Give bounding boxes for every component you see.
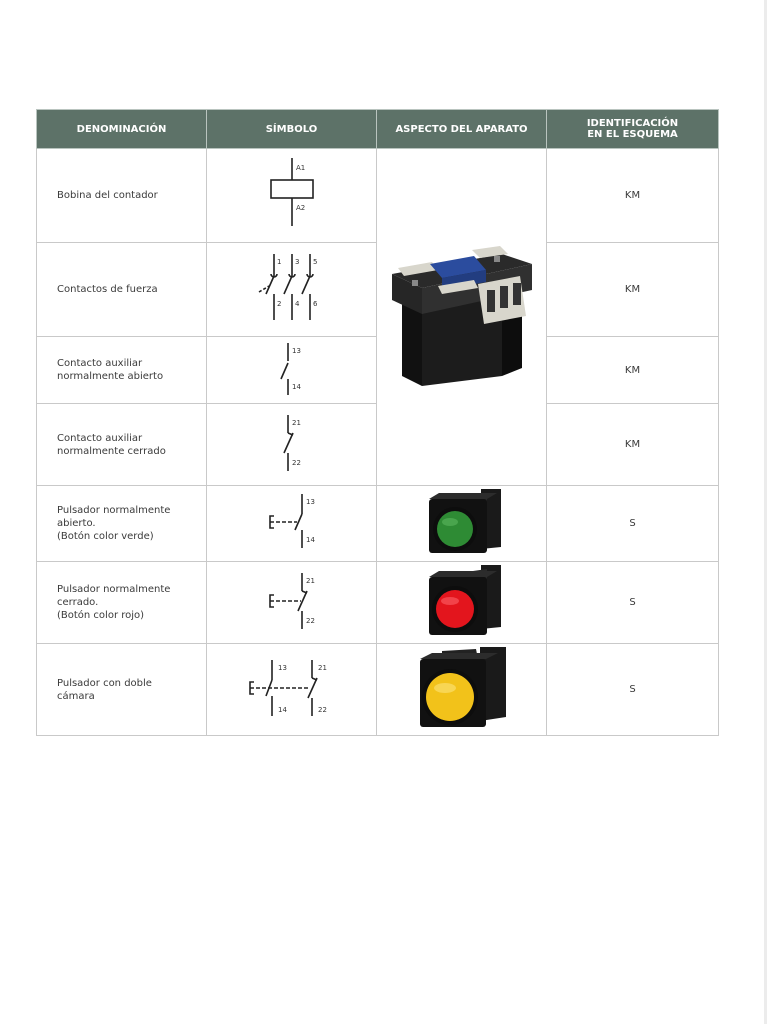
name-line: normalmente cerrado: [57, 445, 166, 457]
green-pushbutton-image: [417, 487, 507, 557]
header-simbolo: SÍMBOLO: [207, 110, 377, 149]
table-row: [37, 644, 719, 736]
power-contacts-symbol-icon: [247, 248, 337, 328]
symbol-cell: [207, 337, 377, 404]
row-name: [37, 149, 207, 243]
symbol-label: 22: [317, 706, 327, 714]
yellow-button-image-cell: [377, 644, 547, 736]
symbol-label: 14: [305, 536, 315, 544]
aux-contact-no-symbol-icon: [262, 339, 322, 399]
symbol-label: 22: [291, 459, 301, 467]
symbol-label: 13: [291, 346, 301, 355]
contactor-image-cell: [377, 149, 547, 486]
name-line: Pulsador normalmente: [57, 505, 171, 516]
symbol-label: A1: [295, 164, 305, 172]
symbol-label: 21: [291, 419, 301, 427]
ident-cell: KM: [547, 149, 719, 243]
row-name: [37, 486, 207, 562]
symbol-cell: [207, 486, 377, 562]
symbol-cell: [207, 243, 377, 337]
symbol-label: 2: [276, 300, 281, 308]
pushbutton-double-symbol-icon: [242, 656, 342, 720]
table-row: [37, 562, 719, 644]
contactor-image: [382, 236, 542, 396]
symbol-cell: [207, 404, 377, 486]
pushbutton-no-symbol-icon: [252, 490, 332, 554]
symbol-label: 3: [294, 258, 299, 266]
table-row: [37, 149, 719, 243]
header-identificacion-line2: EN EL ESQUEMA: [587, 129, 678, 140]
name-line: Pulsador normalmente: [57, 584, 171, 595]
name-line: Contacto auxiliar: [57, 358, 143, 369]
name-line: Contactos de fuerza: [57, 284, 158, 295]
pushbutton-nc-symbol-icon: [252, 569, 332, 633]
symbol-label: 13: [305, 498, 315, 506]
symbol-label: 4: [294, 300, 299, 308]
red-button-image-cell: [377, 562, 547, 644]
symbol-label: 1: [276, 258, 281, 266]
header-identificacion-line1: IDENTIFICACIÓN: [586, 118, 679, 129]
table-row: [37, 486, 719, 562]
symbol-cell: [207, 644, 377, 736]
symbol-label: 13: [277, 664, 287, 672]
symbol-label: 22: [305, 617, 315, 625]
ident-cell: KM: [547, 243, 719, 337]
header-identificacion: [547, 110, 719, 149]
red-pushbutton-image: [417, 563, 507, 639]
row-name: [37, 243, 207, 337]
row-name: [37, 562, 207, 644]
ident-cell: KM: [547, 404, 719, 486]
header-aspecto: ASPECTO DEL APARATO: [377, 110, 547, 149]
name-line: abierto.: [57, 518, 96, 529]
name-line: Pulsador con doble: [57, 677, 152, 689]
name-line: (Botón color verde): [57, 531, 154, 542]
name-line: (Botón color rojo): [57, 610, 145, 621]
ident-cell: S: [547, 486, 719, 562]
components-table: [36, 109, 719, 736]
ident-cell: S: [547, 644, 719, 736]
header-row: [37, 110, 719, 149]
symbol-cell: [207, 149, 377, 243]
ident-cell: KM: [547, 337, 719, 404]
name-line: cerrado.: [57, 597, 99, 608]
symbol-label: 14: [291, 382, 301, 391]
row-name: [37, 404, 207, 486]
symbol-label: A2: [295, 204, 305, 212]
symbol-label: 5: [312, 258, 317, 266]
name-line: normalmente abierto: [57, 371, 164, 382]
symbol-label: 21: [317, 664, 327, 672]
name-line: cámara: [57, 690, 95, 702]
name-line: Bobina del contador: [57, 190, 158, 201]
green-button-image-cell: [377, 486, 547, 562]
symbol-label: 21: [305, 577, 315, 585]
row-name: [37, 337, 207, 404]
header-denominacion: DENOMINACIÓN: [37, 110, 207, 149]
row-name: [37, 644, 207, 736]
name-line: Contacto auxiliar: [57, 432, 143, 444]
aux-contact-nc-symbol-icon: [262, 411, 322, 475]
symbol-cell: [207, 562, 377, 644]
symbol-label: 6: [312, 300, 317, 308]
symbol-label: 14: [277, 706, 287, 714]
yellow-pushbutton-image: [412, 645, 512, 731]
coil-symbol-icon: [247, 154, 337, 234]
ident-cell: S: [547, 562, 719, 644]
